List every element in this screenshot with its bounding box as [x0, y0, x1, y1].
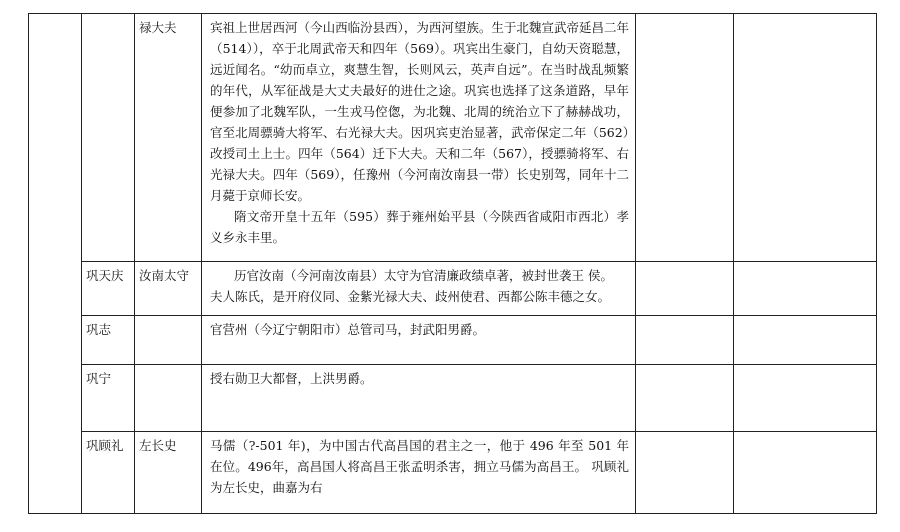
biography-paragraph: 隋文帝开皇十五年（595）葬于雍州始平县（今陕西省咸阳市西北）孝义乡永丰里。 [210, 209, 629, 245]
generation-cell [29, 14, 82, 514]
biography-cell [202, 14, 636, 262]
empty-cell [636, 262, 734, 316]
biography-paragraph: 马儒（?-501 年)，为中国古代高昌国的君主之一，他于 496 年至 501 年在位。496年，高昌国人将高昌王张孟明杀害，拥立马儒为高昌王。 巩顾礼为左长史，曲嘉为右 [210, 438, 629, 495]
person-title [135, 316, 202, 365]
table-row [29, 14, 877, 262]
person-title: 汝南太守 [135, 262, 202, 316]
person-name: 巩志 [82, 316, 135, 365]
table-row [29, 365, 877, 432]
biography-paragraph: 宾祖上世居西河（今山西临汾县西），为西河望族。生于北魏宣武帝延昌二年（514）），卒于北周武帝天和四年（569）。巩宾出生豪门，自幼天资聪慧，远近闻名。“幼而卓立，爽慧生智，长则风云，英声自远”。在当时战乱频繁的年代，从军征战是大丈夫最好的进仕之途。巩宾也选择了这条道路，早年便参加了北魏军队，一生戎马倥偬，为北魏、北周的统治立下了赫赫战功，官至北周骠骑大将军、右光禄大夫。因巩宾吏治显著，武帝保定二年（562）改授司土上士。四年（564）迁下大夫。天和二年（567），授骠骑将军、右光禄大夫。四年（569），任豫州（今河南汝南县一带）长史别驾，同年十二月薨于京师长安。 [210, 20, 629, 203]
biography-paragraph: 授右勋卫大都督，上洪男爵。 [210, 371, 373, 386]
biography-cell [202, 365, 636, 432]
person-title [135, 365, 202, 432]
biography-cell [202, 316, 636, 365]
person-title: 禄大夫 [135, 14, 202, 262]
biography-cell [202, 432, 636, 514]
empty-cell [734, 262, 877, 316]
empty-cell [636, 365, 734, 432]
table-row [29, 432, 877, 514]
person-name [82, 14, 135, 262]
empty-cell [734, 432, 877, 514]
biography-cell [202, 262, 636, 316]
empty-cell [734, 316, 877, 365]
biography-paragraph: 官营州（今辽宁朝阳市）总管司马，封武阳男爵。 [210, 322, 486, 337]
biography-paragraph: 历官汝南（今河南汝南县）太守为官清廉政绩卓著，被封世袭王 侯。 [234, 268, 613, 283]
table-row [29, 316, 877, 365]
biography-paragraph: 夫人陈氏，是开府仪同、金紫光禄大夫、歧州使君、西都公陈丰德之女。 [210, 289, 611, 304]
person-title: 左长史 [135, 432, 202, 514]
empty-cell [734, 365, 877, 432]
person-name: 巩宁 [82, 365, 135, 432]
person-name: 巩天庆 [82, 262, 135, 316]
empty-cell [636, 432, 734, 514]
empty-cell [636, 316, 734, 365]
empty-cell [636, 14, 734, 262]
person-name: 巩顾礼 [82, 432, 135, 514]
genealogy-table [28, 13, 877, 514]
table-row [29, 262, 877, 316]
empty-cell [734, 14, 877, 262]
